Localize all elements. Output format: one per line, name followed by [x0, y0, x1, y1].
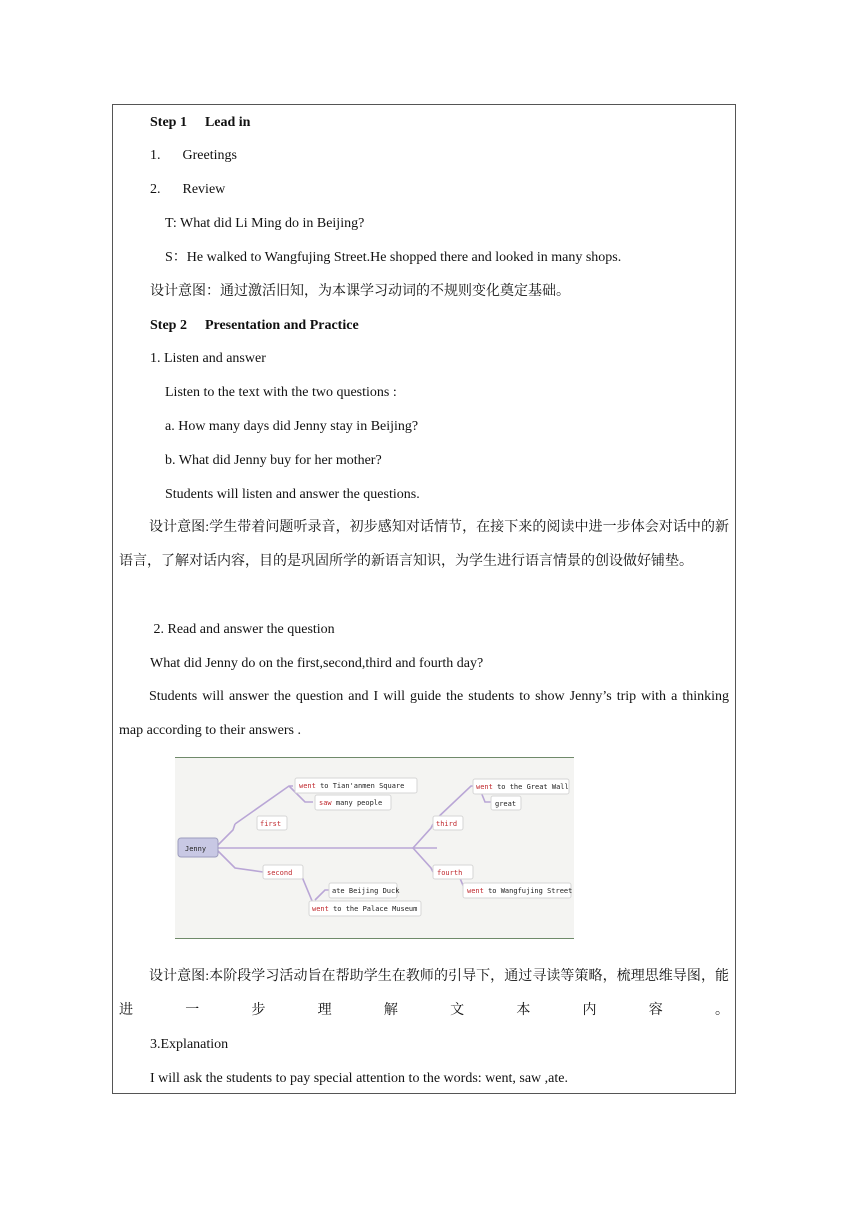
listen-heading: 1. Listen and answer	[150, 351, 266, 366]
read-question: What did Jenny do on the first,second,third and fourth day?	[150, 656, 484, 671]
explanation-body: I will ask the students to pay special attention to the words: went, saw ,ate.	[150, 1071, 568, 1086]
design-intent-3	[119, 960, 729, 1028]
design-intent-2-text: 设计意图:学生带着问题听录音，初步感知对话情节，在接下来的阅读中进一步体会对话中的新语言，了解对话内容，目的是巩固所学的新语言知识，为学生进行语言情景的创设做好铺垫。	[119, 520, 729, 569]
step1-label: Step 1	[150, 115, 187, 130]
map-node-third-great	[491, 796, 521, 810]
read-body-text: Students will answer the question and I will guide the students to show Jenny’s trip with a thinking map according to their answers .	[119, 689, 729, 738]
map-phrase: many people	[331, 799, 383, 807]
map-third-great-text: great	[495, 800, 517, 808]
step2-title: Presentation and Practice	[204, 318, 359, 333]
thinking-map	[175, 757, 574, 939]
map-node-third-went	[473, 779, 569, 794]
map-phrase: to Tian'anmen Square	[315, 782, 405, 790]
read-body	[119, 680, 729, 748]
map-first-saw-text	[319, 799, 382, 807]
map-phrase: to the Great Wall	[492, 783, 569, 791]
question-b: b. What did Jenny buy for her mother?	[165, 453, 382, 468]
map-phrase: to the Palace Museum	[328, 905, 418, 913]
listen-intro: Listen to the text with the two questions :	[165, 385, 397, 400]
map-node-first	[257, 816, 287, 830]
thinking-map-svg	[175, 758, 574, 938]
link-third	[413, 824, 433, 848]
map-root-label: Jenny	[185, 845, 207, 853]
dialog-teacher: T: What did Li Ming do in Beijing?	[165, 216, 365, 231]
map-verb: went	[467, 887, 484, 895]
list-text: Review	[182, 182, 226, 197]
map-node-second-went	[309, 901, 421, 916]
map-second-ate-text: ate Beijing Duck	[332, 887, 400, 895]
map-phrase: to Wangfujing Street	[483, 887, 573, 895]
listen-outro: Students will listen and answer the questions.	[165, 487, 420, 502]
link-fourth	[413, 848, 433, 872]
list-item	[150, 181, 225, 199]
map-node-second-ate	[329, 883, 400, 898]
read-heading: 2. Read and answer the question	[150, 622, 335, 637]
dialog-student: S：He walked to Wangfujing Street.He shopped there and looked in many shops.	[165, 250, 622, 265]
map-verb: went	[476, 783, 493, 791]
map-node-third	[433, 816, 463, 830]
map-node-fourth	[433, 865, 473, 879]
map-node-root	[178, 838, 218, 857]
map-verb: went	[299, 782, 316, 790]
map-fourth-went-text	[467, 887, 572, 895]
map-verb: saw	[319, 799, 332, 807]
list-number: 2.	[150, 182, 161, 197]
map-second-label: second	[267, 869, 293, 877]
map-node-second	[263, 865, 303, 879]
map-second-went-text	[312, 905, 417, 913]
step1-heading	[150, 114, 250, 132]
list-text: Greetings	[182, 148, 237, 163]
map-verb: went	[312, 905, 329, 913]
map-first-went-text	[299, 782, 404, 790]
list-number: 1.	[150, 148, 161, 163]
map-third-went-text	[476, 783, 569, 791]
design-intent-1: 设计意图：通过激活旧知，为本课学习动词的不规则变化奠定基础。	[150, 284, 570, 299]
step2-label: Step 2	[150, 318, 187, 333]
design-intent-3-text: 设计意图:本阶段学习活动旨在帮助学生在教师的引导下，通过寻读等策略，梳理思维导图，能进一步理解文本内容。	[119, 969, 729, 1018]
step1-title: Lead in	[204, 115, 251, 130]
map-third-label: third	[436, 820, 458, 828]
map-node-first-went	[295, 778, 417, 793]
design-intent-2	[119, 511, 729, 579]
list-item	[150, 147, 237, 165]
step2-heading	[150, 317, 359, 335]
map-node-fourth-went	[463, 883, 572, 898]
link-second-ate	[315, 890, 329, 900]
map-node-first-saw	[315, 795, 391, 810]
map-fourth-label: fourth	[437, 869, 463, 877]
link-second	[215, 848, 263, 872]
question-a: a. How many days did Jenny stay in Beijing?	[165, 419, 419, 434]
explanation-heading: 3.Explanation	[150, 1037, 229, 1052]
map-first-label: first	[260, 820, 282, 828]
